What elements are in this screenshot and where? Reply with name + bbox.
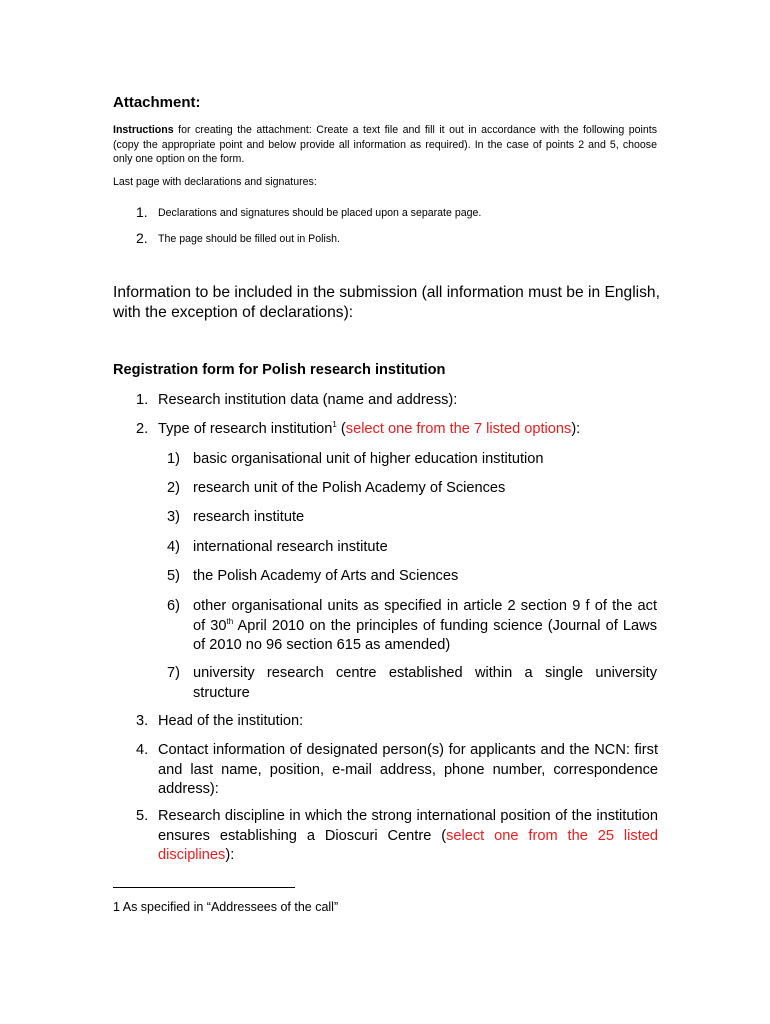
item-text: Research institution data (name and address): [158, 392, 458, 408]
option-text: research unit of the Polish Academy of Sciences [193, 480, 506, 496]
item-number: 1. [136, 392, 149, 408]
option-number: 2) [167, 480, 180, 496]
item-2-red-note: select one from the 7 listed options [345, 421, 572, 437]
item-text: Contact information of designated person(s) for applicants and the NCN: first and last name, position, e-mail address, phone number, correspondence address): [158, 742, 658, 797]
option-text: university research centre established within a single university structure [193, 665, 657, 701]
item-number: 5. [136, 808, 149, 824]
option-number: 1) [167, 451, 180, 467]
item-2-text: Type of research institution [158, 421, 333, 437]
registration-title: Registration form for Polish research institution [113, 362, 446, 378]
item-text: The page should be filled out in Polish. [158, 233, 340, 245]
footnote-separator [113, 887, 295, 888]
item-number: 4. [136, 742, 149, 758]
item-text [158, 420, 658, 440]
option-text: basic organisational unit of higher education institution [193, 451, 544, 467]
instructions-bold: Instructions [113, 124, 174, 136]
footnote: 1 As specified in “Addressees of the call” [113, 900, 339, 914]
info-heading: Information to be included in the submission (all information must be in English, with the exception of declarations): [113, 284, 660, 321]
item-2-open: ( [336, 421, 346, 437]
option-6-text-b: April 2010 on the principles of funding science (Journal of Laws of 2010 no 96 section 615 as amended) [193, 617, 657, 653]
option-number: 4) [167, 539, 180, 555]
footnote-ref: 1 [332, 420, 337, 430]
item-number: 1. [136, 204, 148, 220]
item-text: Head of the institution: [158, 713, 304, 729]
item-text [158, 807, 658, 866]
option-number: 3) [167, 509, 180, 525]
item-5-red-note: select one from the 25 listed disciplines [158, 827, 658, 863]
item-2-close: ): [571, 421, 581, 437]
option-number: 5) [167, 568, 180, 584]
option-text: the Polish Academy of Arts and Sciences [193, 568, 459, 584]
item-number: 2. [136, 421, 149, 437]
ordinal-suffix: th [226, 616, 234, 626]
option-text [193, 597, 657, 656]
option-number: 6) [167, 598, 180, 614]
item-text: Declarations and signatures should be placed upon a separate page. [158, 207, 482, 219]
item-5-close: ): [225, 847, 235, 863]
instructions-text: for creating the attachment: Create a text file and fill it out in accordance with the following points (copy the appropriate point and below provide all information as required). In the case of points 2 and 5, choose only one option on the form. [113, 124, 657, 165]
item-5-text: Research discipline in which the strong international position of the institution ensures establishing a Dioscuri Centre ( [158, 808, 658, 844]
option-text: research institute [193, 509, 305, 525]
item-number: 3. [136, 713, 149, 729]
option-number: 7) [167, 665, 180, 681]
attachment-title: Attachment: [113, 94, 201, 111]
instructions-paragraph [113, 123, 657, 167]
item-number: 2. [136, 230, 148, 246]
option-6-text-a: other organisational units as specified in article 2 section 9 f of the act of 30 [193, 598, 657, 634]
option-text: international research institute [193, 539, 388, 555]
last-page-heading: Last page with declarations and signatures: [113, 176, 317, 188]
